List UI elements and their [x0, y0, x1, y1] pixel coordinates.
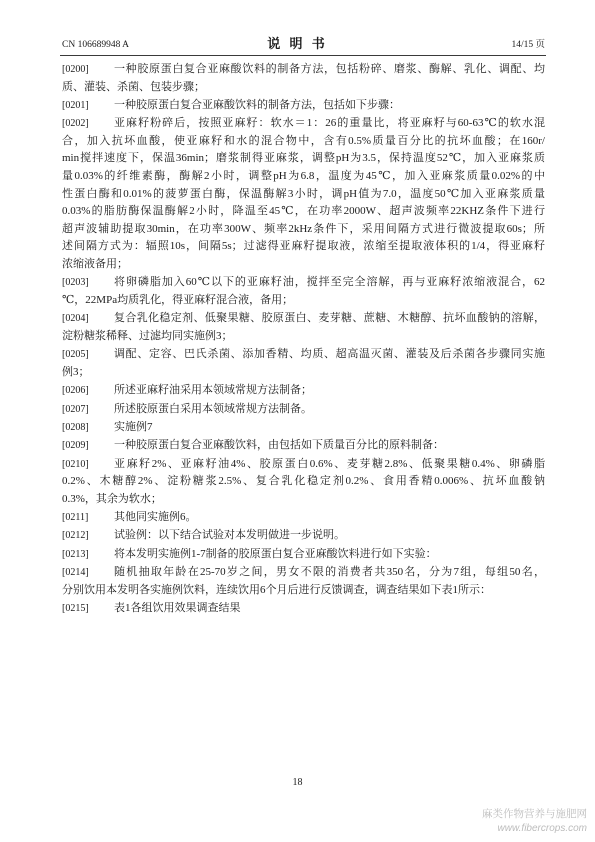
paragraph-number: [0208] — [62, 421, 89, 433]
paragraph — [62, 509, 545, 527]
paragraph-line: 将卵磷脂加入60℃以下的亚麻籽油，搅拌至完全溶解，再与亚麻籽浓缩液混合，62 — [114, 276, 545, 289]
paragraph-number: [0207] — [62, 403, 89, 415]
paragraph — [62, 274, 545, 309]
paragraph-line: 超声波辅助提取30min，在功率300W、频率2kHz条件下，采用间隔方式进行微波提取60s；所 — [62, 222, 545, 235]
paragraph — [62, 600, 545, 618]
paragraph-number: [0205] — [62, 349, 89, 361]
paragraph-line: 随机抽取年龄在25-70岁之间，男女不限的消费者共350名，分为7组，每组50名， — [114, 566, 545, 579]
paragraph-line: 试验例：以下结合试验对本发明做进一步说明。 — [114, 529, 345, 542]
paragraph-line: 性蛋白酶和0.01%的菠萝蛋白酶，保温酶解3小时，调pH值为7.0，温度50℃加入亚麻浆质量 — [62, 187, 545, 200]
paragraph — [62, 310, 545, 345]
paragraph-number: [0214] — [62, 567, 89, 579]
paragraph-line: 0.3%，其余为软水； — [62, 492, 162, 505]
paragraph — [62, 401, 545, 419]
paragraph-line: 亚麻籽2%、亚麻籽油4%、胶原蛋白0.6%、麦芽糖2.8%、低聚果糖0.4%、卵磷脂 — [114, 457, 545, 470]
paragraph — [62, 115, 545, 273]
paragraph-line: 一种胶原蛋白复合亚麻酸饮料的制备方法，包括如下步骤： — [114, 98, 400, 111]
paragraph-line: 其他同实施例6。 — [114, 511, 197, 524]
section-title: 说 明 书 — [267, 36, 328, 51]
paragraph-line: 合，加入抗坏血酸，使亚麻籽和水的混合物中，含有0.5%质量百分比的抗坏血酸；在160r/ — [62, 134, 545, 147]
paragraph-line: ℃，22MPa均质乳化，得亚麻籽混合液，备用； — [62, 293, 294, 306]
paragraph-number: [0202] — [62, 118, 89, 130]
paragraph — [62, 97, 545, 115]
paragraph-number: [0210] — [62, 458, 89, 470]
paragraph — [62, 382, 545, 400]
paragraph-line: 所述亚麻籽油采用本领域常规方法制备； — [114, 384, 312, 397]
paragraph-line: 所述胶原蛋白采用本领域常规方法制备。 — [114, 402, 312, 415]
paragraph-line: 分别饮用本发明各实施例饮料，连续饮用6个月后进行反馈调查，调查结果如下表1所示： — [62, 583, 491, 596]
paragraph — [62, 527, 545, 545]
paragraph-line: 质、灌装、杀菌、包装步骤； — [62, 80, 205, 93]
paragraph-line: 浓缩液备用； — [62, 258, 128, 271]
page-count: 14/15 页 — [511, 40, 545, 50]
paragraph-number: [0201] — [62, 99, 89, 111]
paragraph-number: [0209] — [62, 440, 89, 452]
description-body — [62, 61, 545, 618]
watermark-url: www.fibercrops.com — [497, 823, 587, 834]
paragraph-number: [0211] — [62, 512, 89, 524]
paragraph — [62, 419, 545, 437]
paragraph-line: 将本发明实施例1-7制备的胶原蛋白复合亚麻酸饮料进行如下实验： — [114, 547, 437, 560]
paragraph-line: 亚麻籽粉碎后，按照亚麻籽：软水＝1：26的重量比，将亚麻籽与60-63℃的软水混 — [114, 117, 545, 130]
paragraph — [62, 346, 545, 381]
paragraph-number: [0206] — [62, 385, 89, 397]
paragraph-line: 淀粉糖浆稀释、过滤均同实施例3； — [62, 329, 233, 342]
table-caption: 表1各组饮用效果调查结果 — [114, 602, 241, 615]
page-number: 18 — [292, 777, 303, 788]
paragraph-line: min搅拌速度下，保温36min；磨浆制得亚麻浆，调整pH为3.5，保持温度52℃，加入亚麻浆质 — [62, 152, 545, 165]
example-heading: 实施例7 — [114, 420, 153, 433]
paragraph-line: 量0.03%的纤维素酶，酶解2小时，调整pH为6.8，温度为45℃，加入亚麻浆质量0.02%的中 — [62, 170, 545, 183]
paragraph-number: [0203] — [62, 277, 89, 289]
header-rule — [60, 55, 546, 56]
paragraph — [62, 546, 545, 564]
paragraph — [62, 564, 545, 599]
paragraph — [62, 437, 545, 455]
paragraph — [62, 61, 545, 96]
paragraph-line: 调配、定容、巴氏杀菌、添加香精、均质、超高温灭菌、灌装及后杀菌各步骤同实施 — [114, 348, 545, 361]
paragraph-line: 述间隔方式为：辐照10s，间隔5s；过滤得亚麻籽提取液，浓缩至提取液体积的1/4，得亚麻籽 — [62, 240, 545, 253]
paragraph-line: 0.03%的脂肪酶保温酶解2小时，降温至45℃，在功率2000W、超声波频率22KHZ条件下进行 — [62, 205, 545, 218]
paragraph-number: [0200] — [62, 64, 89, 75]
paragraph-number: [0213] — [62, 548, 89, 560]
paragraph-line: 0.2%、木糖醇2%、淀粉糖浆2.5%、复合乳化稳定剂0.2%、食用香精0.006%、抗坏血酸钠 — [62, 475, 545, 488]
paragraph — [62, 456, 545, 509]
watermark-site-name: 麻类作物营养与施肥网 — [482, 809, 587, 820]
patent-number: CN 106689948 A — [62, 40, 130, 50]
paragraph-number: [0215] — [62, 603, 89, 615]
watermark — [482, 808, 587, 836]
paragraph-number: [0212] — [62, 530, 89, 542]
paragraph-line: 一种胶原蛋白复合亚麻酸饮料的制备方法，包括粉碎、磨浆、酶解、乳化、调配、均 — [114, 63, 545, 75]
paragraph-number: [0204] — [62, 313, 89, 325]
paragraph-line: 复合乳化稳定剂、低聚果糖、胶原蛋白、麦芽糖、蔗糖、木糖醇、抗坏血酸钠的溶解， — [114, 312, 545, 325]
paragraph-line: 例3； — [62, 365, 90, 378]
paragraph-line: 一种胶原蛋白复合亚麻酸饮料，由包括如下质量百分比的原料制备： — [114, 439, 444, 452]
